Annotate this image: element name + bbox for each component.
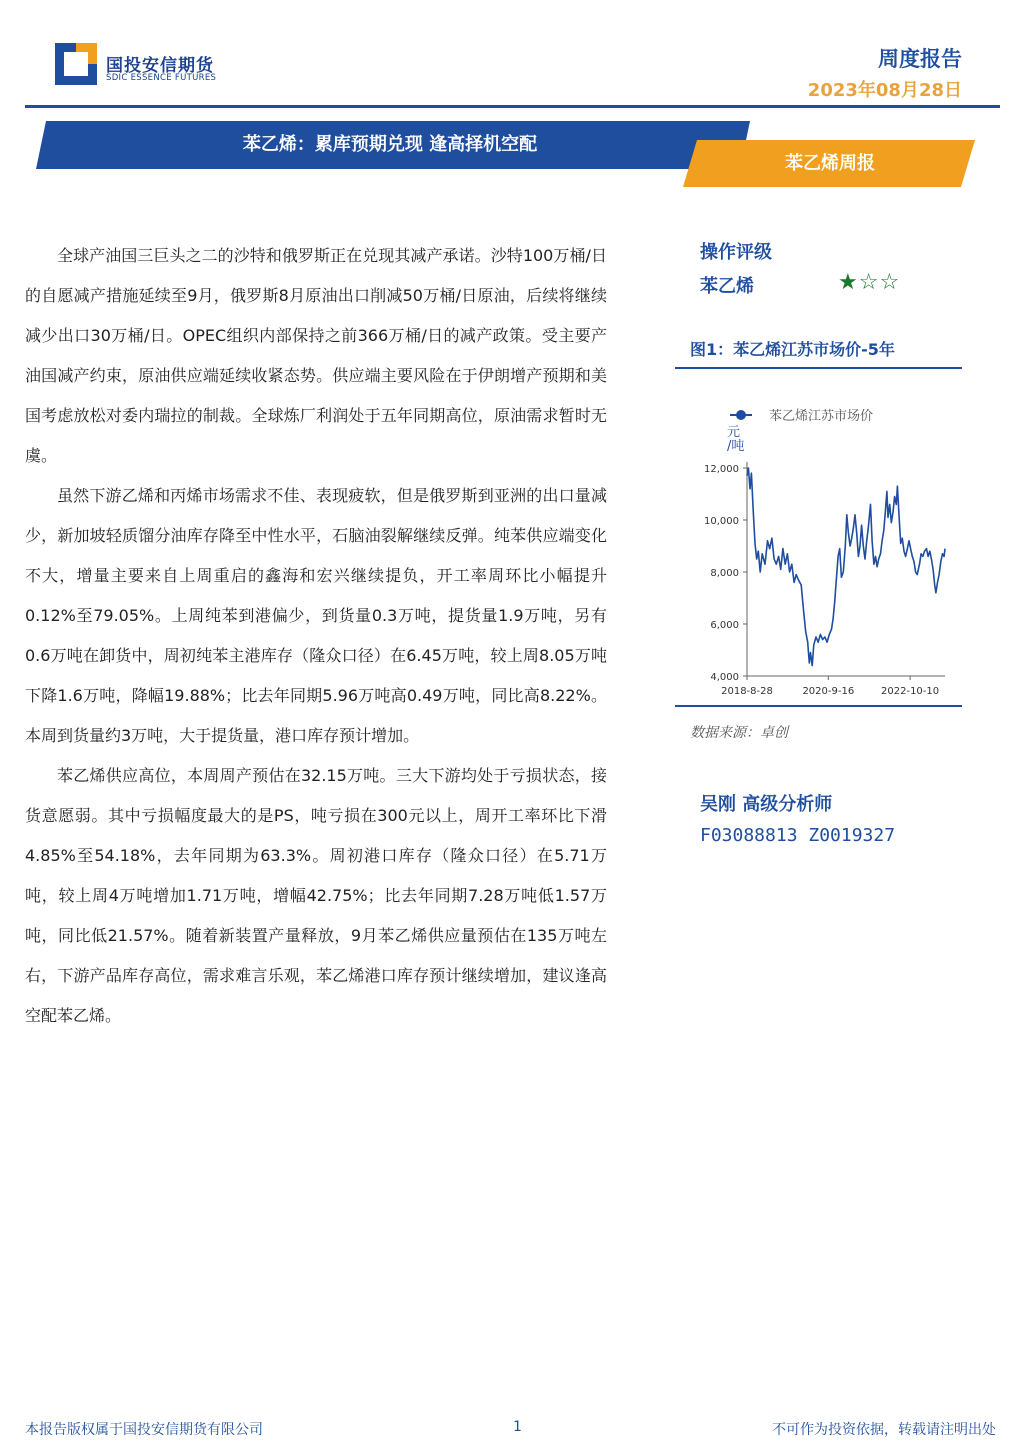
header-divider <box>25 105 1000 108</box>
series-line <box>747 468 945 666</box>
rating-stars: ★☆☆ <box>838 270 901 295</box>
body-paragraph: 虽然下游乙烯和丙烯市场需求不佳、表现疲软，但是俄罗斯到亚洲的出口量减少，新加坡轻质馏分油库存降至中性水平，石脑油裂解继续反弹。纯苯供应端变化不大，增量主要来自上周重启的鑫海和宏兴继续提负，开工率周环比小幅提升0.12%至79.05%。上周纯苯到港偏少，到货量0.3万吨，提货量1.9万吨，另有0.6万吨在卸货中，周初纯苯主港库存（隆众口径）在6.45万吨，较上周8.05万吨下降1.6万吨，降幅19.88%；比去年同期5.96万吨高0.49万吨，同比高8.22%。本周到货量约3万吨，大于提货量，港口库存预计增加。 <box>25 486 607 745</box>
analyst-license: F03088813 Z0019327 <box>700 825 896 846</box>
figure-divider-top <box>675 367 962 369</box>
footer-disclaimer: 不可作为投资依据，转载请注明出处 <box>772 1422 996 1438</box>
y-tick-label: 8,000 <box>710 568 739 579</box>
rating-product: 苯乙烯 <box>700 276 754 297</box>
company-name-cn: 国投安信期货 <box>106 56 214 76</box>
body-paragraph: 全球产油国三巨头之二的沙特和俄罗斯正在兑现其减产承诺。沙特100万桶/日的自愿减产措施延续至9月，俄罗斯8月原油出口削减50万桶/日原油，后续将继续减少出口30万桶/日。OPEC组织内部保持之前366万桶/日的减产政策。受主要产油国减产约束，原油供应端延续收紧态势。供应端主要风险在于伊朗增产预期和美国考虑放松对委内瑞拉的制裁。全球炼厂利润处于五年同期高位，原油需求暂时无虞。 <box>25 246 607 465</box>
company-logo-icon <box>55 43 97 85</box>
x-tick-label: 2020-9-16 <box>802 686 855 697</box>
legend-label: 苯乙烯江苏市场价 <box>769 409 874 424</box>
x-tick-label: 2022-10-10 <box>881 686 940 697</box>
figure-title: 图1：苯乙烯江苏市场价-5年 <box>690 340 895 359</box>
figure-source: 数据来源：卓创 <box>690 725 788 741</box>
footer-copyright: 本报告版权属于国投安信期货有限公司 <box>25 1422 263 1438</box>
legend-marker <box>736 410 746 420</box>
figure-divider-bottom <box>675 705 962 707</box>
report-type: 周度报告 <box>878 47 962 71</box>
company-name-en: SDIC ESSENCE FUTURES <box>106 73 217 83</box>
y-tick-label: 4,000 <box>710 672 739 683</box>
report-body <box>25 236 607 1036</box>
price-chart <box>675 372 962 705</box>
y-tick-label: 10,000 <box>704 516 739 527</box>
rating-heading: 操作评级 <box>700 242 772 263</box>
x-tick-label: 2018-8-28 <box>721 686 773 697</box>
report-title: 苯乙烯：累库预期兑现 逢高择机空配 <box>242 134 538 155</box>
analyst-name: 吴刚 高级分析师 <box>700 794 833 815</box>
page-number: 1 <box>513 1419 522 1435</box>
y-tick-label: 12,000 <box>704 464 739 475</box>
y-axis-unit: 元/吨 <box>727 425 745 454</box>
report-category: 苯乙烯周报 <box>785 153 875 174</box>
report-date: 2023年08月28日 <box>807 80 962 101</box>
y-tick-label: 6,000 <box>710 620 739 631</box>
body-paragraph: 苯乙烯供应高位，本周周产预估在32.15万吨。三大下游均处于亏损状态，接货意愿弱。其中亏损幅度最大的是PS，吨亏损在300元以上，周开工率环比下滑4.85%至54.18%，去年同期为63.3%。周初港口库存（隆众口径）在5.71万吨，较上周4万吨增加1.71万吨，增幅42.75%；比去年同期7.28万吨低1.57万吨，同比低21.57%。随着新装置产量释放，9月苯乙烯供应量预估在135万吨左右，下游产品库存高位，需求难言乐观，苯乙烯港口库存预计继续增加，建议逢高空配苯乙烯。 <box>25 766 607 1025</box>
